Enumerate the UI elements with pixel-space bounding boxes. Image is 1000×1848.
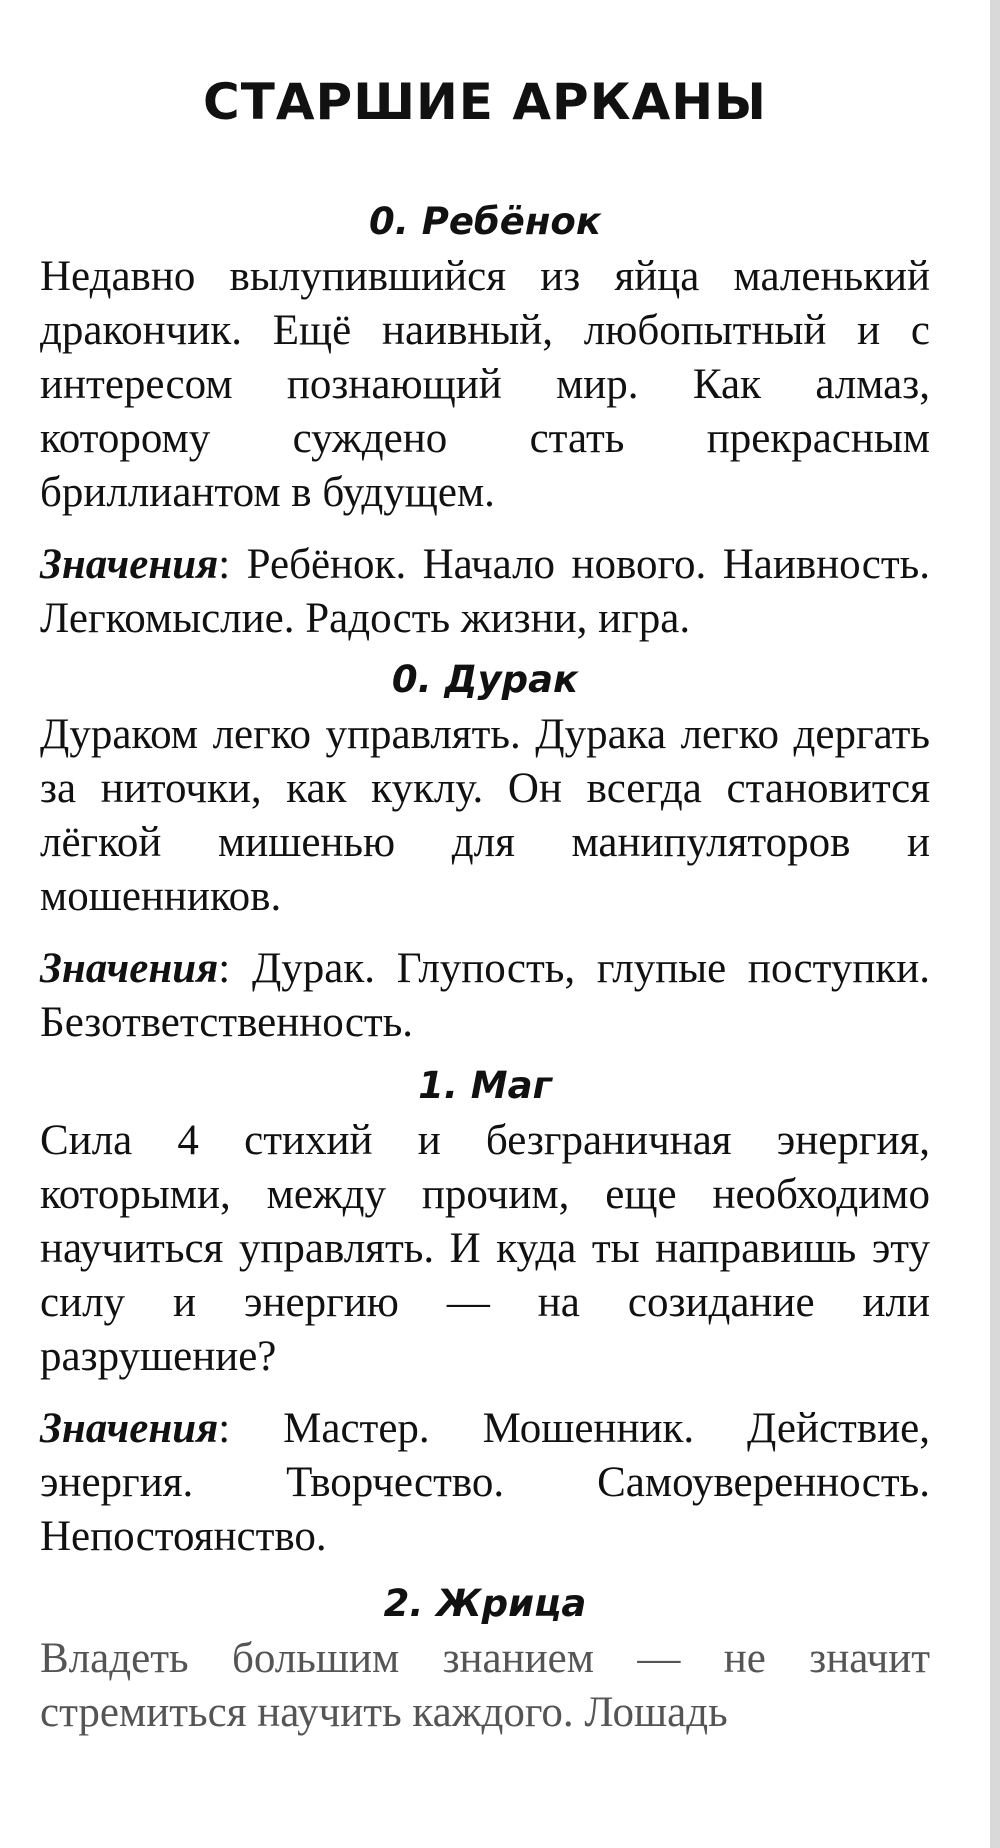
page-title: СТАРШИЕ АРКАНЫ <box>203 73 767 131</box>
meanings-label: Значения <box>40 541 219 588</box>
meanings-text: : Мастер. Мошенник. Действие, энергия. Творчество. Самоуверенность. Непостоянство. <box>40 1405 930 1560</box>
card-title-durak: 0. Дурак <box>391 658 579 701</box>
card-section-rebenok <box>40 194 930 646</box>
page-edge-shadow <box>990 0 1000 1848</box>
card-title-mag: 1. Маг <box>418 1064 552 1107</box>
card-meanings-rebenok <box>40 538 930 646</box>
card-description-zhrica: Владеть большим знанием — не значит стремиться научить каждого. Лошадь <box>40 1635 930 1736</box>
meanings-text: : Ребёнок. Начало нового. Наивность. Легкомыслие. Радость жизни, игра. <box>40 541 930 642</box>
card-title-rebenok: 0. Ребёнок <box>369 200 601 243</box>
card-section-zhrica <box>40 1576 930 1740</box>
card-description-rebenok: Недавно вылупившийся из яйца маленький дракончик. Ещё наивный, любопытный и с интересом познающий мир. Как алмаз, которому суждено стать прекрасным бриллиантом в будущем. <box>40 253 930 516</box>
card-section-durak <box>40 652 930 1050</box>
card-section-mag <box>40 1058 930 1564</box>
card-meanings-mag <box>40 1402 930 1564</box>
card-description-mag: Сила 4 стихий и безграничная энергия, которыми, между прочим, еще необходимо научиться управлять. И куда ты направишь эту силу и энергию — на созидание или разрушение? <box>40 1117 930 1380</box>
meanings-label: Значения <box>40 945 219 992</box>
meanings-text: : Дурак. Глупость, глупые поступки. Безответственность. <box>40 945 930 1046</box>
card-description-durak: Дураком легко управлять. Дурака легко дергать за ниточки, как куклу. Он всегда становится лёгкой мишенью для манипуляторов и мошенников. <box>40 711 930 920</box>
card-title-zhrica: 2. Жрица <box>383 1582 587 1625</box>
page-content <box>40 0 930 1740</box>
meanings-label: Значения <box>40 1405 219 1452</box>
card-meanings-durak <box>40 942 930 1050</box>
